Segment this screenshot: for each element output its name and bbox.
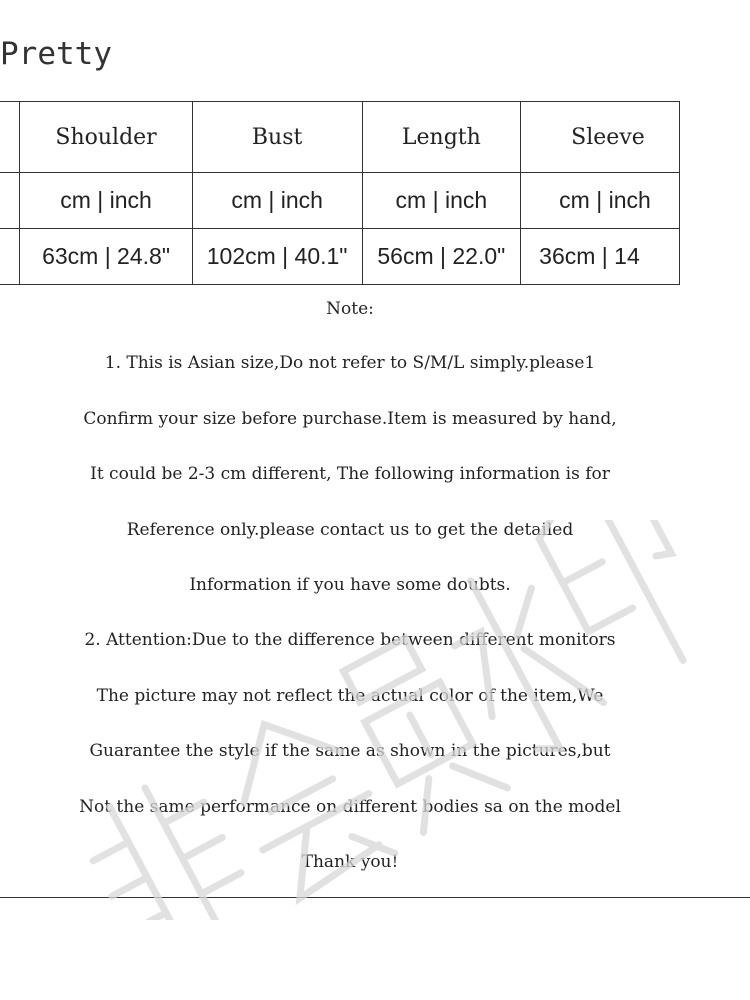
note-thanks: Thank you! bbox=[301, 851, 399, 872]
table-unit-row bbox=[0, 173, 680, 229]
header-sleeve: Sleeve bbox=[521, 102, 680, 173]
header-cell bbox=[0, 102, 20, 173]
value-cell: 56cm | 22.0" bbox=[362, 229, 521, 285]
unit-cell: cm | inch bbox=[20, 173, 192, 229]
note-line: 2. Attention:Due to the difference between different monitors bbox=[84, 630, 616, 651]
note-line: It could be 2-3 cm different, The following information is for bbox=[90, 464, 610, 485]
note-line: Confirm your size before purchase.Item is measured by hand, bbox=[83, 408, 617, 429]
table-header-row bbox=[0, 102, 680, 173]
note-line: Reference only.please contact us to get the detailed bbox=[126, 519, 574, 540]
unit-cell bbox=[0, 173, 20, 229]
size-table-container bbox=[0, 101, 750, 287]
value-cell: 102cm | 40.1" bbox=[192, 229, 362, 285]
size-table bbox=[0, 101, 680, 285]
value-cell: 36cm | 14 bbox=[521, 229, 680, 285]
unit-cell: cm | inch bbox=[362, 173, 521, 229]
note-line: Not the same performance on different bodies sa on the model bbox=[79, 796, 621, 817]
table-row bbox=[0, 229, 680, 285]
header-length: Length bbox=[362, 102, 521, 173]
note-line: Information if you have some doubts. bbox=[189, 574, 511, 595]
row-label bbox=[0, 229, 20, 285]
note-line: Guarantee the style if the same as shown in the pictures,but bbox=[89, 741, 611, 762]
note-title: Note: bbox=[326, 299, 374, 319]
unit-cell: cm | inch bbox=[192, 173, 362, 229]
note-line: 1. This is Asian size,Do not refer to S/M/L simply.please1 bbox=[104, 353, 596, 374]
note-line: The picture may not reflect the actual color of the item,We bbox=[96, 685, 604, 706]
size-notes bbox=[0, 286, 700, 895]
header-bust: Bust bbox=[192, 102, 362, 173]
value-cell: 63cm | 24.8" bbox=[20, 229, 192, 285]
header-shoulder: Shoulder bbox=[20, 102, 192, 173]
bottom-divider bbox=[0, 897, 750, 898]
brand-name: Pretty bbox=[0, 36, 112, 72]
unit-cell: cm | inch bbox=[521, 173, 680, 229]
